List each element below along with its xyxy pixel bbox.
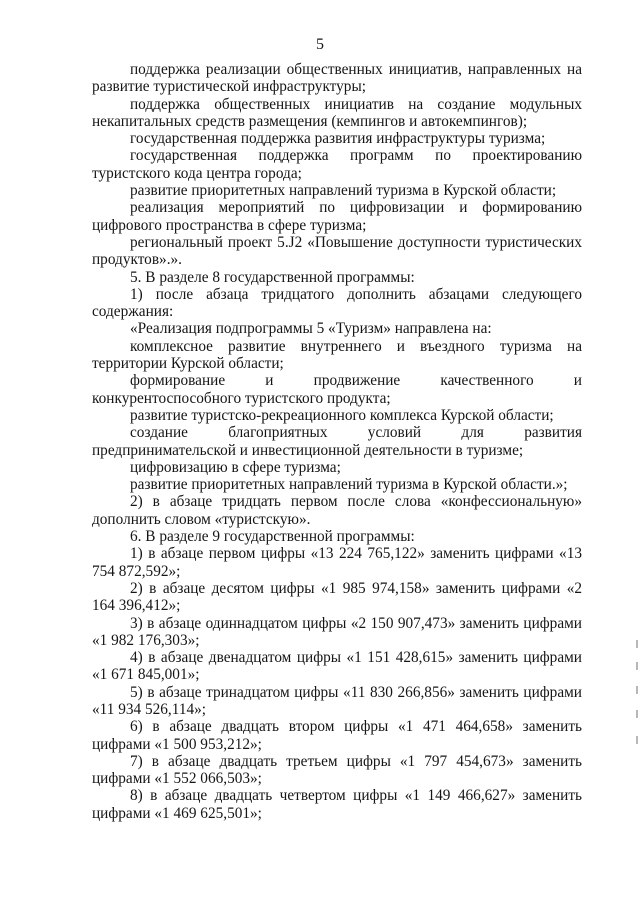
paragraph: создание благоприятных условий для развития предпринимательской и инвестиционной деятельности в туризме; (92, 424, 582, 459)
paragraph: развитие туристско-рекреационного комплекса Курской области; (130, 406, 554, 424)
paragraph: региональный проект 5.J2 «Повышение доступности туристических продуктов».». (92, 233, 582, 269)
section-heading: 5. В разделе 8 государственной программы: (130, 268, 415, 286)
paragraph: 5) в абзаце тринадцатом цифры «11 830 266,856» заменить цифрами «11 934 526,114»; (92, 683, 582, 718)
section-heading: 6. В разделе 9 государственной программы: (130, 528, 415, 546)
paragraph: развитие приоритетных направлений туризма в Курской области.»; (130, 476, 568, 494)
scan-edge-marks (632, 640, 638, 760)
paragraph: 2) в абзаце тридцать первом после слова «конфессиональную» дополнить словом «туристскую». (92, 493, 582, 528)
paragraph: государственная поддержка программ по проектированию туристского кода центра города; (92, 147, 582, 182)
paragraph: комплексное развитие внутреннего и въездного туризма на территории Курской области; (92, 337, 582, 373)
paragraph: 2) в абзаце десятом цифры «1 985 974,158» заменить цифрами «2 164 396,412»; (92, 579, 582, 615)
paragraph: формирование и продвижение качественного и конкурентоспособного туристского продукта; (92, 372, 582, 407)
paragraph: 6) в абзаце двадцать втором цифры «1 471 464,658» заменить цифрами «1 500 953,212»; (92, 718, 582, 753)
paragraph: 1) после абзаца тридцатого дополнить абзацами следующего содержания: (92, 285, 582, 321)
paragraph: 4) в абзаце двенадцатом цифры «1 151 428,615» заменить цифрами «1 671 845,001»; (92, 649, 582, 684)
document-body (92, 61, 582, 822)
paragraph: поддержка общественных инициатив на создание модульных некапитальных средств размещения (кемпингов и автокемпингов); (92, 95, 582, 130)
paragraph: 1) в абзаце первом цифры «13 224 765,122» заменить цифрами «13 754 872,592»; (92, 545, 582, 580)
page-number: 5 (316, 36, 324, 53)
paragraph: цифровизацию в сфере туризма; (130, 458, 341, 476)
paragraph: реализация мероприятий по цифровизации и формированию цифрового пространства в сфере туризма; (92, 199, 582, 234)
paragraph: поддержка реализации общественных инициатив, направленных на развитие туристической инфраструктуры; (92, 61, 582, 96)
paragraph: 3) в абзаце одиннадцатом цифры «2 150 907,473» заменить цифрами «1 982 176,303»; (92, 614, 582, 649)
paragraph: 8) в абзаце двадцать четвертом цифры «1 149 466,627» заменить цифрами «1 469 625,501»; (92, 787, 582, 822)
paragraph: «Реализация подпрограммы 5 «Туризм» направлена на: (130, 320, 492, 338)
paragraph: 7) в абзаце двадцать третьем цифры «1 797 454,673» заменить цифрами «1 552 066,503»; (92, 752, 582, 788)
paragraph: развитие приоритетных направлений туризма в Курской области; (130, 182, 557, 200)
paragraph: государственная поддержка развития инфраструктуры туризма; (130, 130, 546, 148)
